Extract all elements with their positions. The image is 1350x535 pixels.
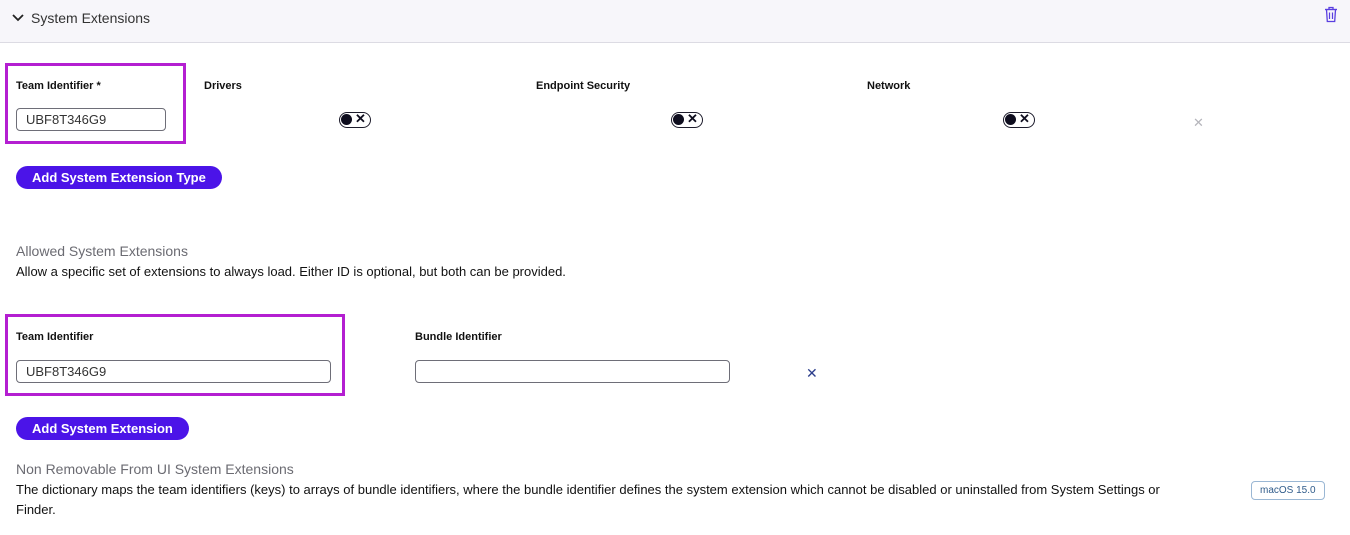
toggle-knob bbox=[673, 114, 684, 125]
allowed-section-description: Allow a specific set of extensions to always load. Either ID is optional, but both can be provided. bbox=[16, 264, 566, 279]
network-toggle[interactable] bbox=[1003, 112, 1035, 128]
toggle-off-icon: ✕ bbox=[1019, 111, 1030, 126]
remove-extension-type-icon[interactable]: ✕ bbox=[1193, 115, 1204, 130]
non-removable-description-line1: The dictionary maps the team identifiers (keys) to arrays of bundle identifiers, where the bundle identifier defines the system extension which cannot be disabled or uninstalled from System Settings or bbox=[16, 482, 1160, 497]
toggle-off-icon: ✕ bbox=[355, 111, 366, 126]
drivers-label: Drivers bbox=[204, 80, 242, 92]
toggle-off-icon: ✕ bbox=[687, 111, 698, 126]
bundle-identifier-label: Bundle Identifier bbox=[415, 331, 502, 343]
team-identifier-input[interactable] bbox=[16, 108, 166, 131]
network-label: Network bbox=[867, 80, 911, 92]
non-removable-description-line2: Finder. bbox=[16, 502, 56, 517]
toggle-knob bbox=[1005, 114, 1016, 125]
remove-system-extension-icon[interactable]: ✕ bbox=[806, 365, 818, 381]
drivers-toggle[interactable] bbox=[339, 112, 371, 128]
endpoint-security-toggle[interactable] bbox=[671, 112, 703, 128]
highlight-box-allowed-team-identifier bbox=[5, 314, 345, 396]
team-identifier-label: Team Identifier * bbox=[16, 80, 101, 92]
toggle-knob bbox=[341, 114, 352, 125]
add-system-extension-type-button[interactable]: Add System Extension Type bbox=[16, 166, 222, 189]
chevron-down-icon[interactable] bbox=[11, 11, 25, 25]
trash-icon[interactable] bbox=[1323, 6, 1339, 23]
section-title: System Extensions bbox=[31, 10, 151, 26]
non-removable-section-title: Non Removable From UI System Extensions bbox=[16, 461, 294, 477]
add-system-extension-button[interactable]: Add System Extension bbox=[16, 417, 189, 440]
section-header bbox=[0, 0, 1350, 43]
endpoint-security-label: Endpoint Security bbox=[536, 80, 631, 92]
allowed-team-identifier-label: Team Identifier bbox=[16, 331, 94, 343]
highlight-box-team-identifier bbox=[5, 63, 186, 144]
allowed-section-title: Allowed System Extensions bbox=[16, 243, 188, 259]
allowed-team-identifier-input[interactable] bbox=[16, 360, 331, 383]
bundle-identifier-input[interactable] bbox=[415, 360, 730, 383]
macos-version-badge: macOS 15.0 bbox=[1251, 481, 1325, 500]
